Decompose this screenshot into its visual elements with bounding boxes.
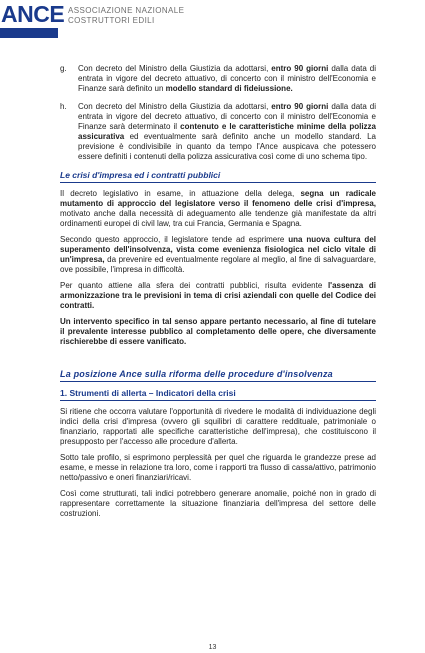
list-letter: h. (60, 102, 67, 111)
paragraph: Sotto tale profilo, si esprimono perplessità per quel che riguarda le grandezze prese ad esame, e messe in relazione tra loro, come i rapporti tra flusso di cassa/attivo, patrimonio netto/passivo e oneri finanziari/ricavi. (60, 453, 376, 482)
bold-run: entro 90 giorni (271, 64, 329, 73)
paragraph (60, 317, 376, 347)
text-run: da prevenire ed eventualmente regolare al meglio, al fine di salvaguardare, ove possibile, l'impresa in difficoltà. (60, 255, 376, 274)
ance-logo (0, 0, 65, 46)
paragraph: Si ritiene che occorra valutare l'opportunità di rivedere le modalità di individuazione degli indici della crisi d'impresa (ovvero gli squilibri di carattere reddituale, patrimoniale o finanziario, rapportati alle specifiche caratteristiche dell'impresa), che costituiscono il presupposto per l'accesso alle procedure d'allerta. (60, 407, 376, 446)
section-title-crisi: Le crisi d'impresa ed i contratti pubblici (60, 170, 376, 183)
bold-run: segna un radicale mutamento di approccio del legislatore verso il fenomeno delle crisi d'impresa, (60, 189, 376, 208)
text-run: Secondo questo approccio, il legislatore tende ad esprimere (60, 235, 289, 244)
page-number: 13 (208, 644, 217, 651)
list-letter: g. (60, 64, 67, 73)
paragraph (60, 189, 376, 229)
section-title-posizione-ance: La posizione Ance sulla riforma delle procedure d'insolvenza (60, 369, 376, 382)
logo-text: ANCE (1, 1, 65, 27)
bold-run: Un intervento specifico in tal senso appare pertanto necessario, al fine di tutelare il prevalente interesse pubblico al completamento delle opere, che diversamente rischierebbe di essere vanificato. (60, 317, 376, 346)
text-run: Per quanto attiene alla sfera dei contratti pubblici, risulta evidente (60, 281, 328, 290)
bold-run: entro 90 giorni (271, 102, 329, 111)
page-header (0, 0, 425, 48)
text-run: ed eventualmente sarà definito anche un modello standard. La previsione è condivisibile in quanto da tempo l'Ance auspicava che potessero essere definiti i contenuti della polizza assicurativa così come di uno schema tipo. (78, 132, 376, 161)
text-run: Il decreto legislativo in esame, in attuazione della delega, (60, 189, 301, 198)
text-run: dalla data di entrata in vigore del decreto attuativo, di concerto con il ministro dell'Economia e Finanze sarà determinato il (78, 102, 377, 131)
list-text (78, 64, 376, 94)
text-run: dalla data di entrata in vigore del decreto attuativo, di concerto con il ministro dell'Economia e Finanze sarà definito un (78, 64, 377, 93)
paragraph (60, 235, 376, 275)
bold-run: una nuova cultura del superamento dell'insolvenza, vista come evenienza fisiologica nel ciclo vitale di un'impresa, (60, 235, 376, 264)
association-name (68, 6, 184, 26)
association-line-1: ASSOCIAZIONE NAZIONALE (68, 6, 185, 15)
paragraph (60, 281, 376, 311)
paragraph: Così come strutturati, tali indici potrebbero generare anomalie, poiché non in grado di rappresentare correttamente la situazione finanziaria dell'impresa del settore delle costruzioni. (60, 489, 376, 518)
spacer (60, 353, 376, 363)
bold-run: l'assenza di armonizzazione tra le previsioni in tema di crisi aziendali con quelle del Codice dei contratti. (60, 281, 376, 310)
list-text (78, 102, 376, 162)
bold-run: contenuto e le caratteristiche minime della polizza assicurativa (78, 122, 376, 141)
text-run: Con decreto del Ministro della Giustizia da adottarsi, (78, 64, 272, 73)
association-line-2: COSTRUTTORI EDILI (68, 16, 155, 25)
document-body (60, 64, 376, 525)
text-run: motivato anche dalla necessità di adeguamento alle tendenze già manifestate da altri ordinamenti europei di civil law, tra cui Francia, Germania e Spagna. (60, 209, 376, 228)
list-item-h (60, 102, 376, 162)
list-item-g (60, 64, 376, 94)
text-run: Con decreto del Ministro della Giustizia da adottarsi, (78, 102, 272, 111)
logo-bar (0, 28, 58, 38)
bold-run: modello standard di fideiussione. (165, 84, 293, 93)
subsection-title: 1. Strumenti di allerta – Indicatori della crisi (60, 388, 376, 401)
